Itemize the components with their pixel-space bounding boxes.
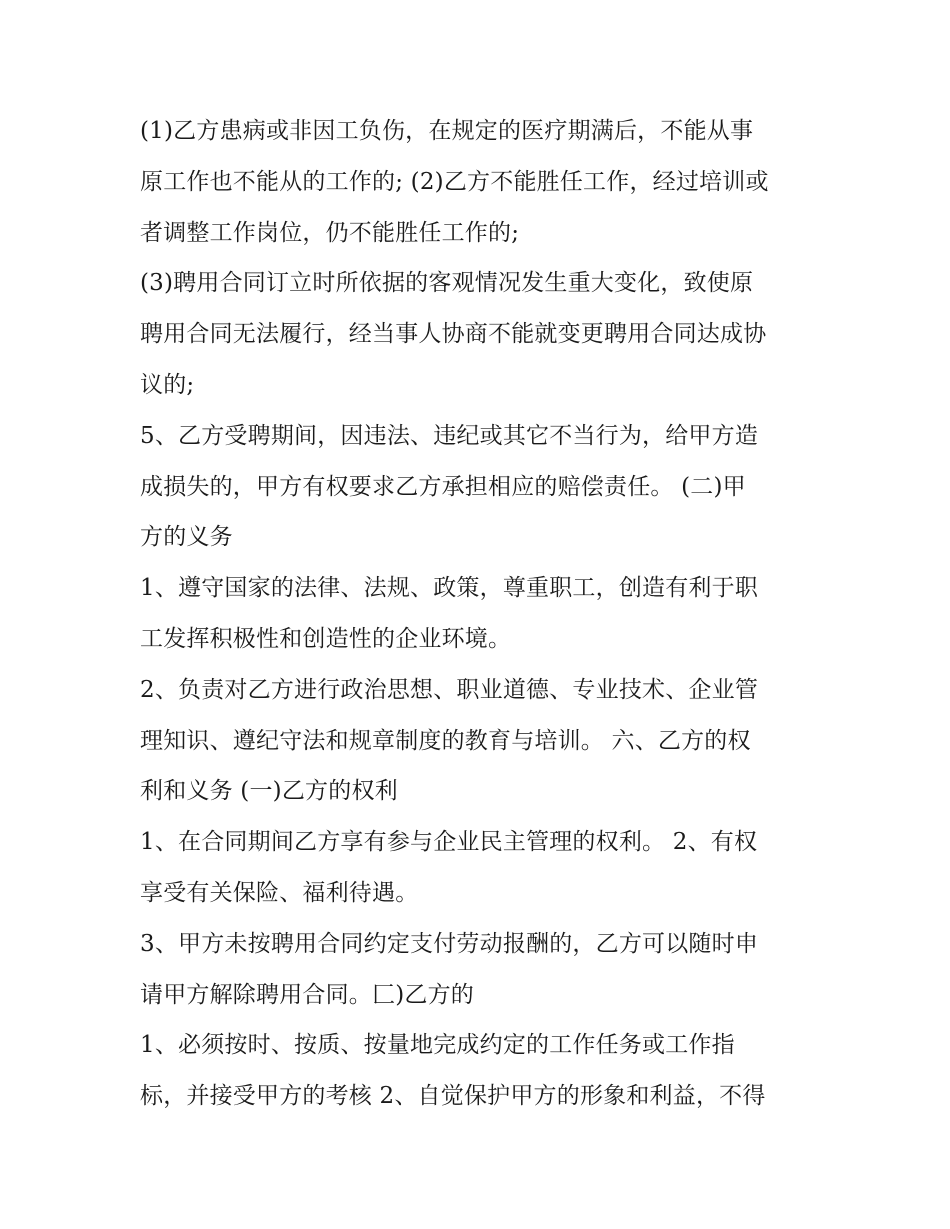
text-line: 2、负责对乙方进行政治思想、职业道德、专业技术、企业管: [140, 676, 759, 703]
text-line: 议的;: [140, 371, 195, 398]
text-line: 享受有关保险、福利待遇。: [140, 879, 419, 906]
text-line: 请甲方解除聘用合同。匚)乙方的: [140, 981, 474, 1008]
text-line: 者调整工作岗位，仍不能胜任工作的;: [140, 219, 520, 246]
text-line: 工发挥积极性和创造性的企业环境。: [140, 625, 512, 652]
text-line: 聘用合同无法履行，经当事人协商不能就变更聘用合同达成协: [140, 321, 767, 348]
text-line: 原工作也不能从的工作的; (2)乙方不能胜任工作，经过培训或: [140, 168, 769, 195]
document-body: [140, 106, 820, 1122]
text-line: (3)聘用合同订立时所依据的客观情况发生重大变化，致使原: [140, 270, 754, 297]
text-line: 3、甲方未按聘用合同约定支付劳动报酬的，乙方可以随时申: [140, 930, 759, 957]
text-line: 成损失的，甲方有权要求乙方承担相应的赔偿责任。 (二)甲: [140, 473, 746, 500]
text-line: 1、在合同期间乙方享有参与企业民主管理的权利。 2、有权: [140, 829, 758, 856]
text-line: 5、乙方受聘期间，因违法、违纪或其它不当行为，给甲方造: [140, 422, 759, 449]
text-line: 标，并接受甲方的考核 2、自觉保护甲方的形象和利益，不得: [140, 1083, 766, 1110]
text-line: 1、必须按时、按质、按量地完成约定的工作任务或工作指: [140, 1032, 735, 1059]
text-line: 1、遵守国家的法律、法规、政策，尊重职工，创造有利于职: [140, 575, 759, 602]
text-line: 理知识、遵纪守法和规章制度的教育与培训。 六、乙方的权: [140, 727, 751, 754]
text-line: 利和义务 (一)乙方的权利: [140, 778, 398, 805]
text-line: 方的义务: [140, 524, 233, 551]
text-line: (1)乙方患病或非因工负伤，在规定的医疗期满后，不能从事: [140, 118, 754, 144]
